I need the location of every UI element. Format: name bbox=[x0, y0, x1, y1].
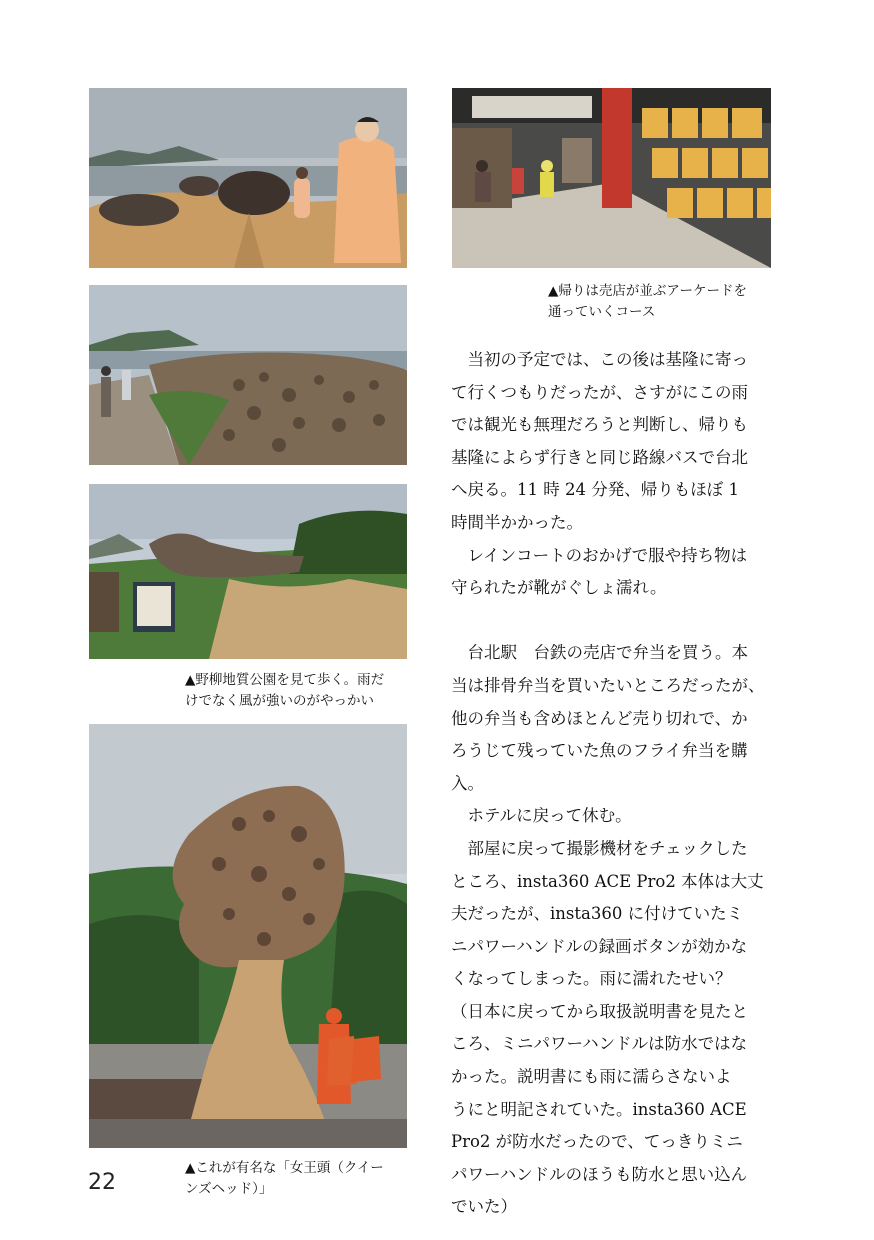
body-line: パワーハンドルのほうも防水と思い込ん bbox=[451, 1164, 748, 1184]
body-line: 時間半かかった。 bbox=[451, 512, 583, 532]
body-line: 他の弁当も含めほとんど売り切れで、か bbox=[451, 708, 748, 728]
body-line: では観光も無理だろうと判断し、帰りも bbox=[451, 415, 748, 435]
caption-yehliu-line-2: けでなく風が強いのがやっかい bbox=[185, 693, 374, 709]
body-line: 当初の予定では、この後は基隆に寄っ bbox=[451, 350, 748, 369]
body-line: 基隆によらず行きと同じ路線バスで台北 bbox=[451, 447, 748, 467]
body-line: Pro2 が防水だったので、てっきりミニ bbox=[451, 1132, 743, 1152]
body-text bbox=[451, 344, 791, 1224]
body-line: うにと明記されていた。insta360 ACE bbox=[451, 1099, 747, 1119]
body-line: （日本に戻ってから取扱説明書を見たと bbox=[451, 1001, 748, 1021]
page-number: 22 bbox=[88, 1170, 116, 1195]
caption-arcade-line-1: ▲帰りは売店が並ぶアーケードを bbox=[548, 283, 747, 299]
caption-arcade bbox=[548, 281, 747, 323]
body-line: かった。説明書にも雨に濡らさないよ bbox=[451, 1067, 732, 1087]
caption-queens-head-line-2: ンズヘッド）」 bbox=[185, 1181, 273, 1197]
caption-queens-head-line-1: ▲これが有名な「女王頭（クイー bbox=[185, 1160, 384, 1176]
body-line: ろうじて残っていた魚のフライ弁当を購 bbox=[451, 741, 748, 761]
body-line: ところ、insta360 ACE Pro2 本体は大丈 bbox=[451, 871, 764, 891]
caption-yehliu bbox=[185, 670, 384, 712]
body-line: ころ、ミニパワーハンドルは防水ではな bbox=[451, 1034, 748, 1054]
photo-arcade-shop bbox=[452, 88, 771, 268]
body-line: 部屋に戻って撮影機材をチェックした bbox=[451, 838, 748, 858]
body-line: レインコートのおかげで服や持ち物は bbox=[451, 545, 748, 565]
body-line: 台北駅 台鉄の売店で弁当を買う。本 bbox=[451, 643, 748, 663]
body-line: へ戻る。11 時 24 分発、帰りもほぼ 1 bbox=[451, 480, 739, 500]
body-line: でいた） bbox=[451, 1197, 517, 1217]
body-line: ホテルに戻って休む。 bbox=[451, 806, 632, 826]
body-line-blank bbox=[451, 605, 791, 638]
body-line: ニパワーハンドルの録画ボタンが効かな bbox=[451, 936, 748, 956]
photo-queens-head-rock bbox=[89, 724, 407, 1148]
body-line: 守られたが靴がぐしょ濡れ。 bbox=[451, 578, 667, 598]
body-line: て行くつもりだったが、さすがにこの雨 bbox=[451, 382, 748, 402]
caption-arcade-line-2: 通っていくコース bbox=[548, 304, 656, 320]
body-line: 当は排骨弁当を買いたいところだったが、 bbox=[451, 675, 765, 695]
body-line: くなってしまった。雨に濡れたせい？ bbox=[451, 969, 732, 989]
photo-honeycomb-rock-path bbox=[89, 285, 407, 465]
body-line: 夫だったが、insta360 に付けていたミ bbox=[451, 904, 744, 924]
body-line: 入。 bbox=[451, 773, 484, 793]
caption-queens-head bbox=[185, 1158, 384, 1200]
photo-driftwood-sign bbox=[89, 484, 407, 659]
photo-coastal-rocks-walkers bbox=[89, 88, 407, 268]
caption-yehliu-line-1: ▲野柳地質公園を見て歩く。雨だ bbox=[185, 672, 385, 688]
